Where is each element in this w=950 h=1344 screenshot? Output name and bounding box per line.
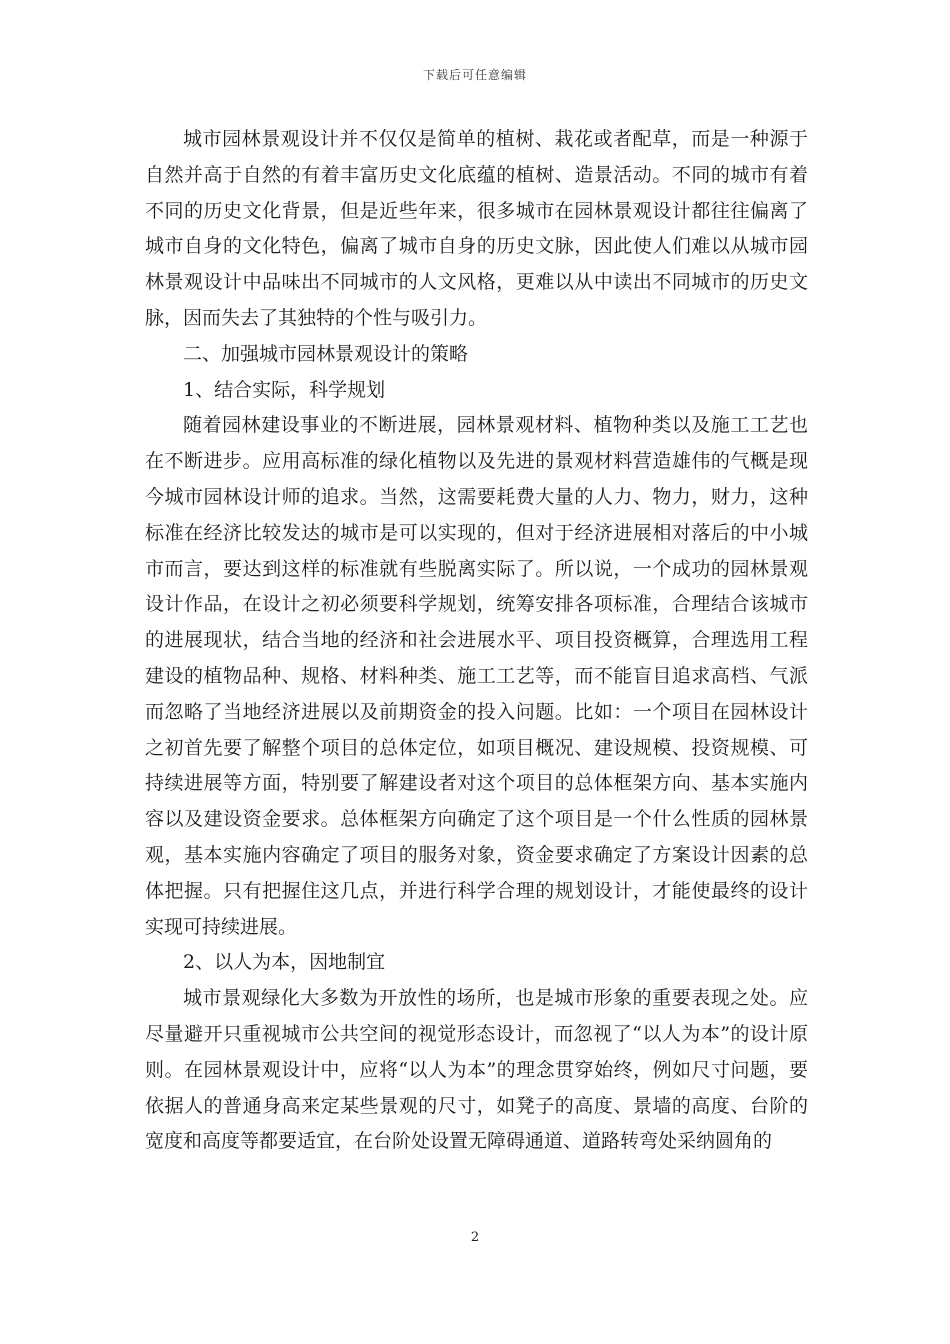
paragraph-people-oriented: 城市景观绿化大多数为开放性的场所，也是城市形象的重要表现之处。应尽量避开只重视城市公共空间的视觉形态设计，而忽视了“以人为本”的设计原则。在园林景观设计中，应将“以人为本”的理念贯穿始终，例如尺寸问题，要依据人的普通身高来定某些景观的尺寸，如凳子的高度、景墙的高度、台阶的宽度和高度等都要适宜，在台阶处设置无障碍通道、道路转弯处采纳圆角的 bbox=[145, 987, 808, 1153]
subsection-heading-1: 1、结合实际，科学规划 bbox=[183, 378, 386, 401]
section-heading: 二、加强城市园林景观设计的策略 bbox=[183, 342, 469, 365]
subsection-heading-2: 2、以人为本，因地制宜 bbox=[183, 951, 386, 974]
paragraph-intro: 城市园林景观设计并不仅仅是简单的植树、栽花或者配草，而是一种源于自然并高于自然的有着丰富历史文化底蕴的植树、造景活动。不同的城市有着不同的历史文化背景，但是近些年来，很多城市在园林景观设计都往往偏离了城市自身的文化特色，偏离了城市自身的历史文脉，因此使人们难以从城市园林景观设计中品味出不同城市的人文风格，更难以从中读出不同城市的历史文脉，因而失去了其独特的个性与吸引力。 bbox=[145, 128, 808, 329]
page-header: 下载后可任意编辑 bbox=[422, 68, 527, 82]
paragraph-planning: 随着园林建设事业的不断进展，园林景观材料、植物种类以及施工工艺也在不断进步。应用高标准的绿化植物以及先进的景观材料营造雄伟的气概是现今城市园林设计师的追求。当然，这需要耗费大量的人力、物力，财力，这种标准在经济比较发达的城市是可以实现的，但对于经济进展相对落后的中小城市而言，要达到这样的标准就有些脱离实际了。所以说，一个成功的园林景观设计作品，在设计之初必须要科学规划，统筹安排各项标准，合理结合该城市的进展现状，结合当地的经济和社会进展水平、项目投资概算，合理选用工程建设的植物品种、规格、材料种类、施工工艺等，而不能盲目追求高档、气派而忽略了当地经济进展以及前期资金的投入问题。比如：一个项目在园林设计之初首先要了解整个项目的总体定位，如项目概况、建设规模、投资规模、可持续进展等方面，特别要了解建设者对这个项目的总体框架方向、基本实施内容以及建设资金要求。总体框架方向确定了这个项目是一个什么性质的园林景观，基本实施内容确定了项目的服务对象，资金要求确定了方案设计因素的总体把握。只有把握住这几点，并进行科学合理的规划设计，才能使最终的设计实现可持续进展。 bbox=[145, 414, 808, 938]
document-body bbox=[145, 122, 808, 1160]
page-number: 2 bbox=[470, 1230, 480, 1245]
